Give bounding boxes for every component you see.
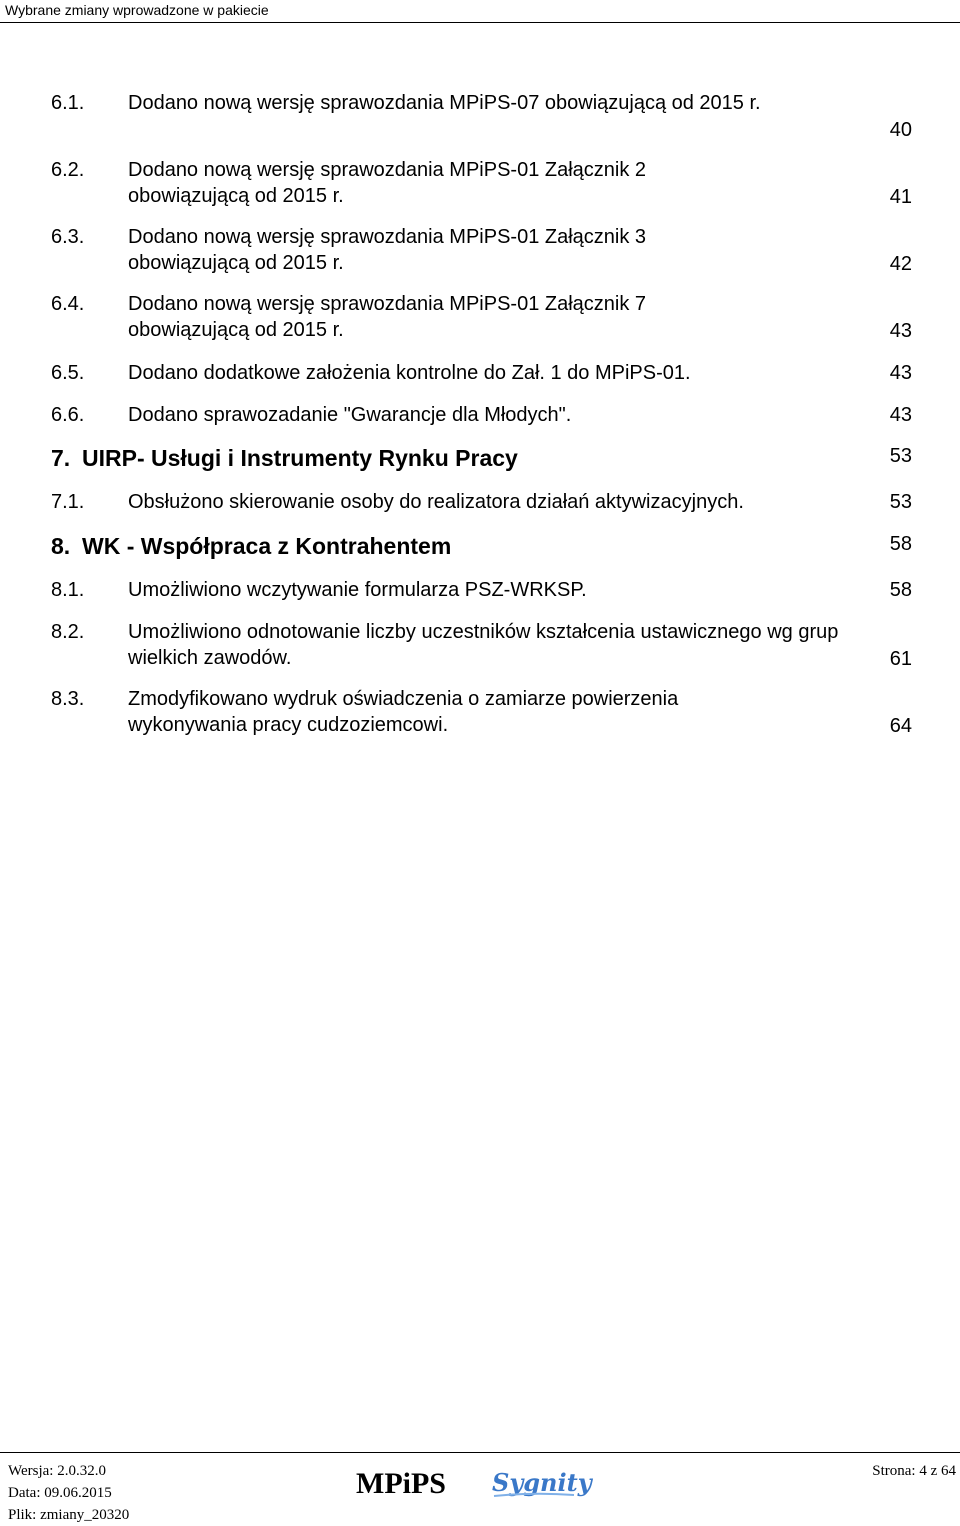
toc-entry-number: 8.1. [51, 579, 85, 601]
toc-section-number: 7. [51, 445, 71, 471]
footer-meta [8, 1460, 129, 1526]
toc-entry-number: 6.4. [51, 293, 85, 315]
toc-section-title: WK - Współpraca z Kontrahentem [82, 533, 452, 559]
toc-section-number: 8. [51, 533, 71, 559]
toc-entry-number: 6.3. [51, 226, 85, 248]
toc-entry-number: 6.6. [51, 404, 85, 426]
toc-section-title: UIRP- Usługi i Instrumenty Rynku Pracy [82, 445, 518, 471]
toc-entry-page: 40 [889, 119, 912, 141]
toc-entry-page: 43 [889, 320, 912, 342]
toc-entry-page: 42 [889, 253, 912, 275]
mpips-logo: MPiPS [356, 1467, 446, 1500]
toc-entry-text: Dodano nową wersję sprawozdania MPiPS-01 Załącznik 3 obowiązującą od 2015 r. [128, 226, 647, 274]
toc-entry-page: 64 [889, 715, 912, 737]
footer-divider [0, 1452, 960, 1453]
toc-entry-text: Dodano sprawozadanie "Gwarancje dla Młodych". [128, 404, 572, 426]
toc-entry-text: Dodano nową wersję sprawozdania MPiPS-07 obowiązującą od 2015 r. [128, 92, 761, 114]
toc-entry-text: Umożliwiono odnotowanie liczby uczestników kształcenia ustawicznego wg grup wielkich zawodów. [128, 621, 839, 669]
toc-entry-text: Dodano nową wersję sprawozdania MPiPS-01 Załącznik 7 obowiązującą od 2015 r. [128, 293, 647, 341]
toc-section-page: 53 [889, 445, 912, 467]
toc-entry-text: Dodano dodatkowe założenia kontrolne do Zał. 1 do MPiPS-01. [128, 362, 691, 384]
toc-entry-page: 43 [889, 404, 912, 426]
footer-date: Data: 09.06.2015 [8, 1485, 112, 1501]
page-header [0, 0, 960, 23]
toc-entry-page: 58 [889, 579, 912, 601]
toc-entry-page: 61 [889, 648, 912, 670]
footer-page-number: Strona: 4 z 64 [872, 1463, 956, 1479]
header-title: Wybrane zmiany wprowadzone w pakiecie [5, 2, 269, 18]
toc-entry-number: 7.1. [51, 491, 85, 513]
sygnity-logo: Sygnity [492, 1468, 592, 1497]
toc-entry-number: 6.1. [51, 92, 85, 114]
sygnity-swoosh-icon [492, 1492, 576, 1498]
toc-entry-page: 41 [889, 186, 912, 208]
toc-entry-number: 8.3. [51, 688, 85, 710]
toc-entry-text: Obsłużono skierowanie osoby do realizatora działań aktywizacyjnych. [128, 491, 744, 513]
toc-entry-page: 53 [889, 491, 912, 513]
footer-version: Wersja: 2.0.32.0 [8, 1463, 106, 1479]
toc-entry-page: 43 [889, 362, 912, 384]
toc-entry-number: 6.2. [51, 159, 85, 181]
toc-section-page: 58 [889, 533, 912, 555]
toc-entry-text: Dodano nową wersję sprawozdania MPiPS-01 Załącznik 2 obowiązującą od 2015 r. [128, 159, 647, 207]
toc-entry-number: 8.2. [51, 621, 85, 643]
footer-file: Plik: zmiany_20320 [8, 1507, 130, 1523]
toc-entry-text: Umożliwiono wczytywanie formularza PSZ-WRKSP. [128, 579, 587, 601]
toc-entry-text: Zmodyfikowano wydruk oświadczenia o zamiarze powierzenia wykonywania pracy cudzoziemcowi. [128, 688, 679, 736]
toc-entry-number: 6.5. [51, 362, 85, 384]
